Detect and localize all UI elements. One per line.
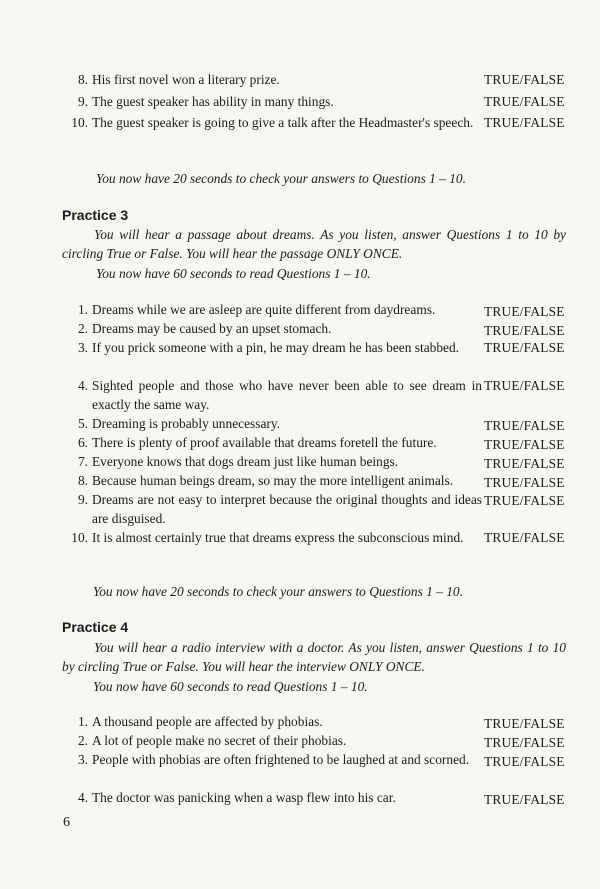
page-number: 6 bbox=[63, 815, 70, 830]
read-instruction: You now have 60 seconds to read Questions 1 – 10. bbox=[96, 266, 371, 281]
question-number: 5. bbox=[77, 416, 88, 431]
question-text: The guest speaker is going to give a talk after the Headmaster's speech. bbox=[92, 115, 474, 130]
true-false-option: TRUE/FALSE bbox=[484, 378, 565, 393]
practice-4-heading: Practice 4 bbox=[62, 619, 129, 635]
question-number: 8. bbox=[77, 72, 88, 87]
true-false-option: TRUE/FALSE bbox=[484, 437, 565, 452]
question-item bbox=[62, 338, 482, 357]
question-item bbox=[62, 70, 482, 89]
question-text: His first novel won a literary prize. bbox=[92, 72, 280, 87]
true-false-option: TRUE/FALSE bbox=[484, 754, 565, 769]
question-number: 3. bbox=[77, 752, 88, 767]
question-number: 1. bbox=[77, 714, 88, 729]
question-text: People with phobias are often frightened to be laughed at and scorned. bbox=[92, 752, 470, 767]
question-item bbox=[62, 528, 482, 547]
question-item bbox=[62, 376, 482, 414]
check-instruction: You now have 20 seconds to check your answers to Questions 1 – 10. bbox=[93, 584, 463, 599]
question-item bbox=[62, 92, 482, 111]
true-false-option: TRUE/FALSE bbox=[484, 94, 565, 109]
question-item bbox=[62, 731, 482, 750]
true-false-option: TRUE/FALSE bbox=[484, 304, 565, 319]
true-false-option: TRUE/FALSE bbox=[484, 530, 565, 545]
question-number: 1. bbox=[77, 302, 88, 317]
true-false-option: TRUE/FALSE bbox=[484, 456, 565, 471]
read-instruction: You now have 60 seconds to read Questions 1 – 10. bbox=[93, 679, 368, 694]
true-false-option: TRUE/FALSE bbox=[484, 418, 565, 433]
true-false-option: TRUE/FALSE bbox=[484, 72, 565, 87]
question-item bbox=[62, 452, 482, 471]
question-text: Because human beings dream, so may the more intelligent animals. bbox=[92, 473, 454, 488]
question-text: It is almost certainly true that dreams express the subconscious mind. bbox=[92, 530, 464, 545]
question-item bbox=[62, 113, 482, 132]
question-item bbox=[62, 300, 482, 319]
true-false-option: TRUE/FALSE bbox=[484, 493, 565, 508]
practice-3-heading: Practice 3 bbox=[62, 207, 129, 223]
question-item bbox=[62, 433, 482, 452]
question-number: 4. bbox=[77, 790, 88, 805]
question-item bbox=[62, 319, 482, 338]
true-false-option: TRUE/FALSE bbox=[484, 716, 565, 731]
question-number: 10. bbox=[71, 115, 88, 130]
question-item bbox=[62, 750, 482, 769]
true-false-option: TRUE/FALSE bbox=[484, 735, 565, 750]
true-false-option: TRUE/FALSE bbox=[484, 475, 565, 490]
question-text: A thousand people are affected by phobias. bbox=[92, 714, 323, 729]
practice-3-instruction: You will hear a passage about dreams. As you listen, answer Questions 1 to 10 by circling True or False. You will hear the passage ONLY ONCE. bbox=[62, 227, 566, 261]
question-text: A lot of people make no secret of their phobias. bbox=[92, 733, 347, 748]
practice-4-instruction: You will hear a radio interview with a doctor. As you listen, answer Questions 1 to 10 by circling True or False. You will hear the interview ONLY ONCE. bbox=[62, 640, 566, 674]
true-false-option: TRUE/FALSE bbox=[484, 340, 565, 355]
question-number: 10. bbox=[71, 530, 88, 545]
true-false-option: TRUE/FALSE bbox=[484, 115, 565, 130]
question-number: 9. bbox=[77, 492, 88, 507]
question-number: 7. bbox=[77, 454, 88, 469]
question-item bbox=[62, 471, 482, 490]
question-text: Dreams are not easy to interpret because the original thoughts and ideas are disguised. bbox=[92, 492, 482, 526]
question-item bbox=[62, 712, 482, 731]
question-item bbox=[62, 414, 482, 433]
question-number: 8. bbox=[77, 473, 88, 488]
question-text: The doctor was panicking when a wasp flew into his car. bbox=[92, 790, 396, 805]
true-false-option: TRUE/FALSE bbox=[484, 792, 565, 807]
question-number: 4. bbox=[77, 378, 88, 393]
question-number: 9. bbox=[77, 94, 88, 109]
true-false-option: TRUE/FALSE bbox=[484, 323, 565, 338]
question-item bbox=[62, 490, 482, 528]
question-number: 2. bbox=[77, 321, 88, 336]
question-number: 6. bbox=[77, 435, 88, 450]
question-text: If you prick someone with a pin, he may dream he has been stabbed. bbox=[92, 340, 460, 355]
question-number: 2. bbox=[77, 733, 88, 748]
question-text: Dreaming is probably unnecessary. bbox=[92, 416, 281, 431]
question-text: Sighted people and those who have never been able to see dream in exactly the same way. bbox=[92, 378, 482, 412]
question-item bbox=[62, 788, 482, 807]
check-instruction: You now have 20 seconds to check your answers to Questions 1 – 10. bbox=[96, 171, 466, 186]
question-text: The guest speaker has ability in many things. bbox=[92, 94, 334, 109]
question-text: There is plenty of proof available that dreams foretell the future. bbox=[92, 435, 437, 450]
question-text: Dreams while we are asleep are quite different from daydreams. bbox=[92, 302, 436, 317]
question-text: Dreams may be caused by an upset stomach. bbox=[92, 321, 332, 336]
question-number: 3. bbox=[77, 340, 88, 355]
question-text: Everyone knows that dogs dream just like human beings. bbox=[92, 454, 399, 469]
